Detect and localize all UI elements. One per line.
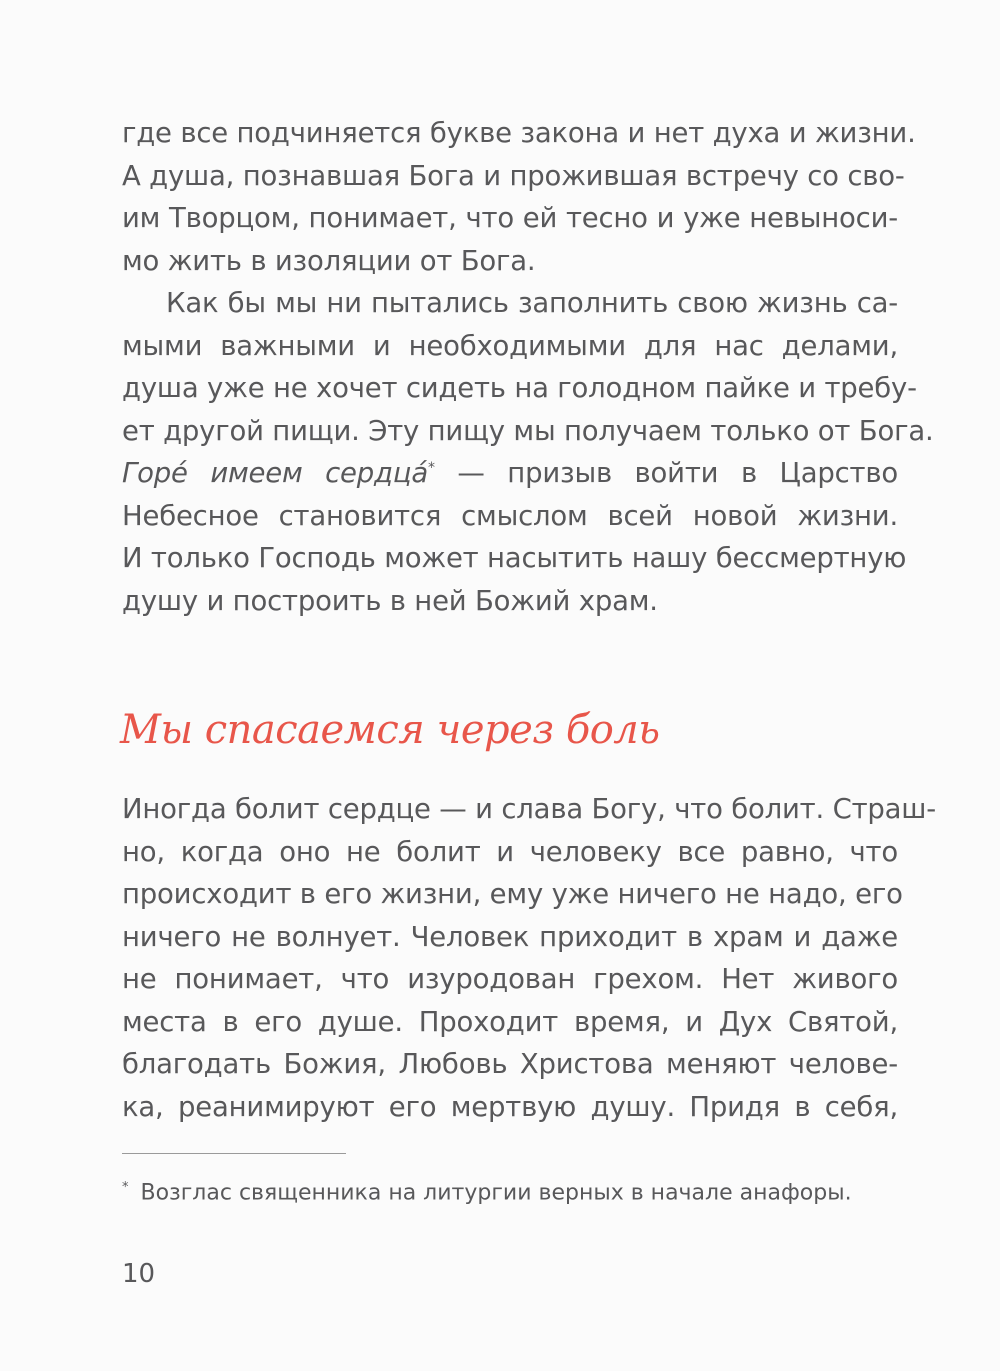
text-line: ет другой пищи. Эту пищу мы получаем только от Бога. <box>122 414 934 447</box>
text-line: Иногда болит сердце — и слава Богу, что болит. Страш- <box>122 793 936 825</box>
page-number: 10 <box>122 1259 156 1289</box>
section-heading: Мы спасаемся через боль <box>120 707 660 753</box>
text-line: душу и построить в ней Божий храм. <box>122 584 658 617</box>
text-line: мыми важными и необходимыми для нас делами, <box>122 329 898 362</box>
text-line: ничего не волнует. Человек приходит в храм и даже <box>122 920 898 953</box>
footnote-text: Возглас священника на литургии верных в начале анафоры. <box>140 1180 852 1206</box>
paragraph-third <box>122 788 936 1128</box>
text-line: И только Господь может насытить нашу бессмертную <box>122 542 907 574</box>
text-line: мо жить в изоляции от Бога. <box>122 244 536 277</box>
footnote-reference: * <box>428 459 435 476</box>
text-line: Небесное становится смыслом всей новой жизни. <box>122 499 898 532</box>
text-line: не понимает, что изуродован грехом. Нет живого <box>122 963 898 995</box>
text-line: ка, реанимируют его мертвую душу. Придя в себя, <box>122 1090 898 1123</box>
text-line: места в его душе. Проходит время, и Дух Святой, <box>122 1005 898 1038</box>
text-line: но, когда оно не болит и человеку все равно, что <box>122 835 898 868</box>
liturgical-quote: Горé имеем сердцá <box>122 457 428 489</box>
footnote-mark: * <box>122 1180 129 1195</box>
text-line: им Творцом, понимает, что ей тесно и уже невыноси- <box>122 202 898 234</box>
text-line: где все подчиняется букве закона и нет духа и жизни. <box>122 117 916 149</box>
text-line: происходит в его жизни, ему уже ничего не надо, его <box>122 878 903 910</box>
text-line: благодать Божия, Любовь Христова меняют челове- <box>122 1048 898 1080</box>
paragraph-continued <box>122 112 916 282</box>
text-line-with-quote <box>122 452 898 495</box>
text-line: душа уже не хочет сидеть на голодном пайке и требу- <box>122 372 917 404</box>
text-fragment: — призыв войти в Царство <box>434 457 898 489</box>
paragraph-second <box>122 282 934 622</box>
footnote-divider <box>122 1153 346 1154</box>
footnote <box>122 1170 898 1211</box>
text-line: А душа, познавшая Бога и прожившая встречу со сво- <box>122 159 905 192</box>
text-line: Как бы мы ни пытались заполнить свою жизнь са- <box>166 287 898 319</box>
